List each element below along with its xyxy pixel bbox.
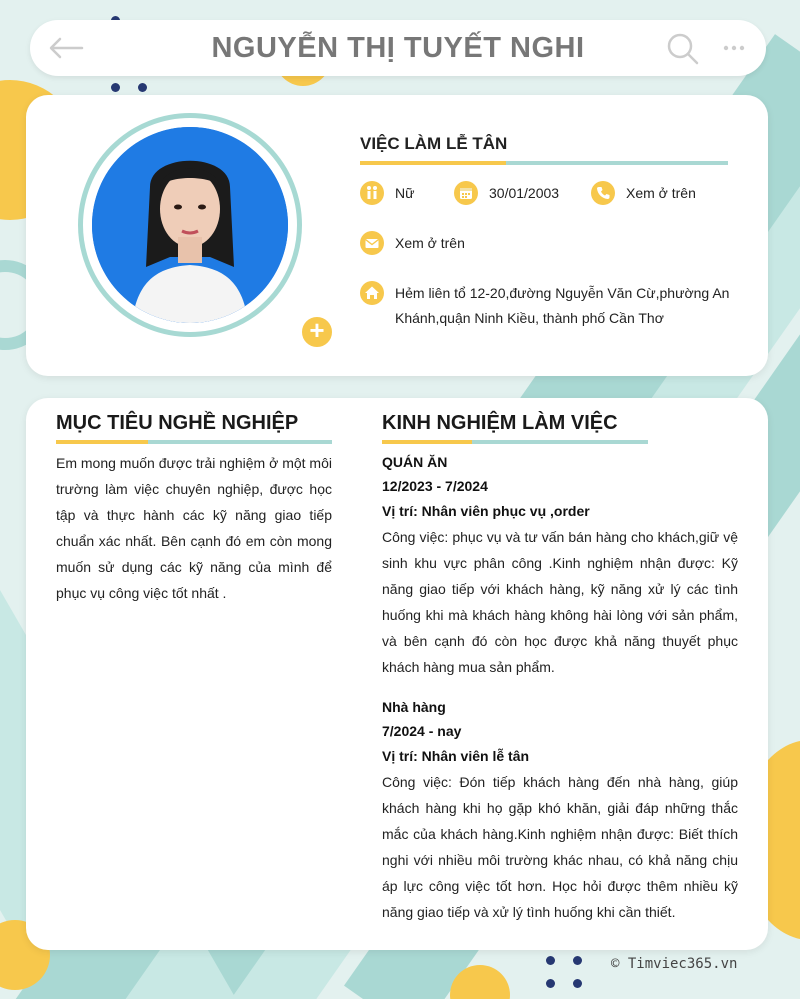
gender-icon: [360, 181, 384, 205]
content-card: [26, 398, 768, 950]
email-value: Xem ở trên: [395, 235, 465, 251]
gender-value: Nữ: [395, 185, 415, 201]
envelope-icon: [360, 231, 384, 255]
profile-card: [26, 95, 768, 376]
avatar-frame: [78, 113, 325, 345]
home-icon: [360, 281, 384, 305]
portrait-photo: [92, 127, 288, 323]
objective-title-underline: [56, 440, 332, 444]
birth-date-value: 30/01/2003: [489, 185, 560, 201]
job-2-position: Vị trí: Nhân viên lễ tân: [382, 748, 530, 764]
search-icon: [666, 32, 700, 66]
add-photo-button[interactable]: [299, 314, 335, 350]
job-1-position: Vị trí: Nhân viên phục vụ ,order: [382, 503, 590, 519]
candidate-name: NGUYỄN THỊ TUYẾT NGHI: [211, 32, 585, 64]
experience-title: KINH NGHIỆM LÀM VIỆC: [382, 412, 618, 434]
job-1-period: 12/2023 - 7/2024: [382, 478, 488, 494]
search-button[interactable]: [666, 32, 700, 66]
job-2-company: Nhà hàng: [382, 699, 446, 715]
objective-text: Em mong muốn được trải nghiệm ở một môi trường làm việc chuyên nghiệp, được học tập và thực hành các kỹ năng giao tiếp chuẩn xác nhất. Bên cạnh đó em còn mong muốn sử dụng các kỹ năng của mình để phục vụ công việc tốt nhất .: [56, 455, 332, 601]
job-title-underline: [360, 161, 728, 165]
experience-title-underline: [382, 440, 648, 444]
more-dots-icon: [722, 38, 746, 58]
avatar: [92, 127, 288, 323]
phone-icon: [591, 181, 615, 205]
watermark: © Timviec365.vn: [611, 956, 738, 972]
top-bar: [30, 20, 766, 76]
plus-icon: +: [309, 315, 325, 345]
job-2-period: 7/2024 - nay: [382, 723, 462, 739]
calendar-icon: [454, 181, 478, 205]
address-value: Hẻm liên tổ 12-20,đường Nguyễn Văn Cừ,phường An Khánh,quận Ninh Kiều, thành phố Cần Thơ: [395, 285, 730, 326]
objective-title: MỤC TIÊU NGHỀ NGHIỆP: [56, 412, 299, 434]
job-2-description: Công việc: Đón tiếp khách hàng đến nhà hàng, giúp khách hàng khi họ gặp khó khăn, giải đáp những thắc mắc của khách hàng.Kinh nghiệm nhận được: Biết thích nghi với nhiều môi trường khác nhau, có khả năng chịu áp lực công việc tốt hơn. Học hỏi được thêm nhiều kỹ năng giao tiếp và xử lý tình huống khi cần thiết.: [382, 774, 738, 920]
more-button[interactable]: [722, 38, 746, 58]
job-1-description: Công việc: phục vụ và tư vấn bán hàng cho khách,giữ vệ sinh khu vực phân công .Kinh nghiệm nhận được: Kỹ năng giao tiếp với khách hàng, kỹ năng xử lý các tình huống khi mà khách hàng không hài lòng với sản phẩm, và bên cạnh đó còn học được khả năng thuyết phục khách hàng mua sản phẩm.: [382, 529, 738, 675]
phone-value: Xem ở trên: [626, 185, 696, 201]
job-1-company: QUÁN ĂN: [382, 454, 448, 470]
job-title: VIỆC LÀM LỄ TÂN: [360, 134, 508, 153]
